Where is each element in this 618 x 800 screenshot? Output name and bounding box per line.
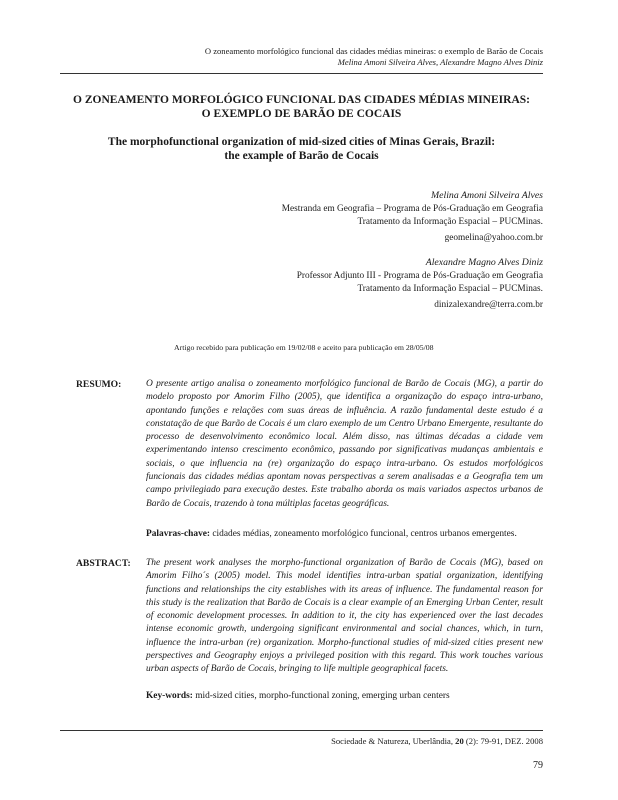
keywords-text: mid-sized cities, morpho-functional zoning, emerging urban centers bbox=[192, 691, 450, 701]
keywords-text: cidades médias, zoneamento morfológico funcional, centros urbanos emergentes. bbox=[210, 529, 517, 539]
author-name: Melina Amoni Silveira Alves bbox=[430, 190, 543, 201]
title-english bbox=[60, 135, 543, 163]
author-email[interactable]: geomelina@yahoo.com.br bbox=[444, 232, 543, 243]
received-date: Artigo recebido para publicação em 19/02/08 e aceito para publicação em 28/05/08 bbox=[174, 343, 434, 352]
abstract-label: ABSTRACT: bbox=[76, 558, 131, 569]
author-email[interactable]: dinizalexandre@terra.com.br bbox=[434, 299, 543, 310]
running-head-title: O zoneamento morfológico funcional das cidades médias mineiras: o exemplo de Barão de Cocais bbox=[204, 46, 543, 56]
resumo-text: O presente artigo analisa o zoneamento morfológico funcional de Barão de Cocais (MG), a partir do modelo proposto por Amorim Filho (2005), que identifica a organização do espaço intra-urbano, apontando funções e relações com suas áreas de influência. A razão fundamental deste estudo é a constatação de que Barão de Cocais é um claro exemplo de um Centro Urbano Emergente, resultante do processo de desenvolvimento econômico local. Além disso, nas últimas décadas a cidade vem experimentando intenso crescimento econômico, passando por significativas mudanças ambientais e sociais, o que influencia na (re) organização do espaço intra-urbano. Os estudos morfológicos funcionais das cidades médias apontam novas perspectivas a serem analisadas e a Geografia tem um campo privilegiado para execução destes. Este trabalho aborda os mais variados aspectos urbanos de Barão de Cocais, trazendo à tona múltiplas facetas geográficas. bbox=[146, 379, 543, 509]
journal-footer bbox=[331, 736, 543, 747]
page-number: 79 bbox=[533, 760, 543, 771]
title-en-line2: the example of Barão de Cocais bbox=[224, 150, 379, 162]
author-affiliation: Tratamento da Informação Espacial – PUCMinas. bbox=[357, 284, 543, 294]
keywords-label: Key-words: bbox=[146, 691, 193, 701]
resumo-label: RESUMO: bbox=[76, 379, 122, 390]
title-pt-line1: O ZONEAMENTO MORFOLÓGICO FUNCIONAL DAS CIDADES MÉDIAS MINEIRAS: bbox=[73, 94, 530, 106]
author-affiliation: Professor Adjunto III - Programa de Pós-Graduação em Geografia bbox=[296, 270, 543, 281]
author-block-2 bbox=[297, 256, 543, 312]
abstract-keywords bbox=[146, 690, 543, 703]
title-en-line1: The morphofunctional organization of mid-sized cities of Minas Gerais, Brazil: bbox=[107, 136, 496, 148]
running-head bbox=[60, 46, 543, 68]
running-head-authors: Melina Amoni Silveira Alves, Alexandre Magno Alves Diniz bbox=[337, 57, 543, 67]
resumo-keywords bbox=[146, 528, 543, 541]
footer-rule bbox=[60, 730, 543, 731]
author-block-1 bbox=[282, 189, 543, 245]
author-affiliation: Mestranda em Geografia – Programa de Pós-Graduação em Geografia bbox=[281, 203, 543, 214]
author-affiliation: Tratamento da Informação Espacial – PUCMinas. bbox=[357, 217, 543, 227]
header-rule bbox=[60, 73, 543, 74]
title-pt-line2: O EXEMPLO DE BARÃO DE COCAIS bbox=[201, 108, 402, 120]
journal-issue: (2): 79-91, DEZ. 2008 bbox=[463, 736, 543, 746]
abstract-text: The present work analyses the morpho-functional organization of Barão de Cocais (MG), based on Amorim Filho´s (2005) model. This model identifies intra-urban spatial organization, identifying functions and relationships the city establishes with its areas of influence. The fundamental reason for this study is the realization that Barão de Cocais is a clear example of an Emerging Urban Center, result of economic development processes. In addition to it, the city has experienced over the last decades intense economic growth, undergoing significant environmental and social chances, which, in turn, influence the intra-urban (re) organization. Morpho-functional studies of mid-sized cities present new perspectives and Geography enjoys a privileged position with this regard. This work touches various urban aspects of Barão de Cocais, bringing to life multiple geographical facets. bbox=[146, 558, 543, 675]
journal-name: Sociedade & Natureza, Uberlândia, bbox=[331, 736, 456, 746]
title-portuguese bbox=[60, 93, 543, 121]
journal-volume: 20 bbox=[455, 736, 464, 746]
keywords-label: Palavras-chave: bbox=[146, 529, 211, 539]
author-name: Alexandre Magno Alves Diniz bbox=[425, 257, 543, 268]
